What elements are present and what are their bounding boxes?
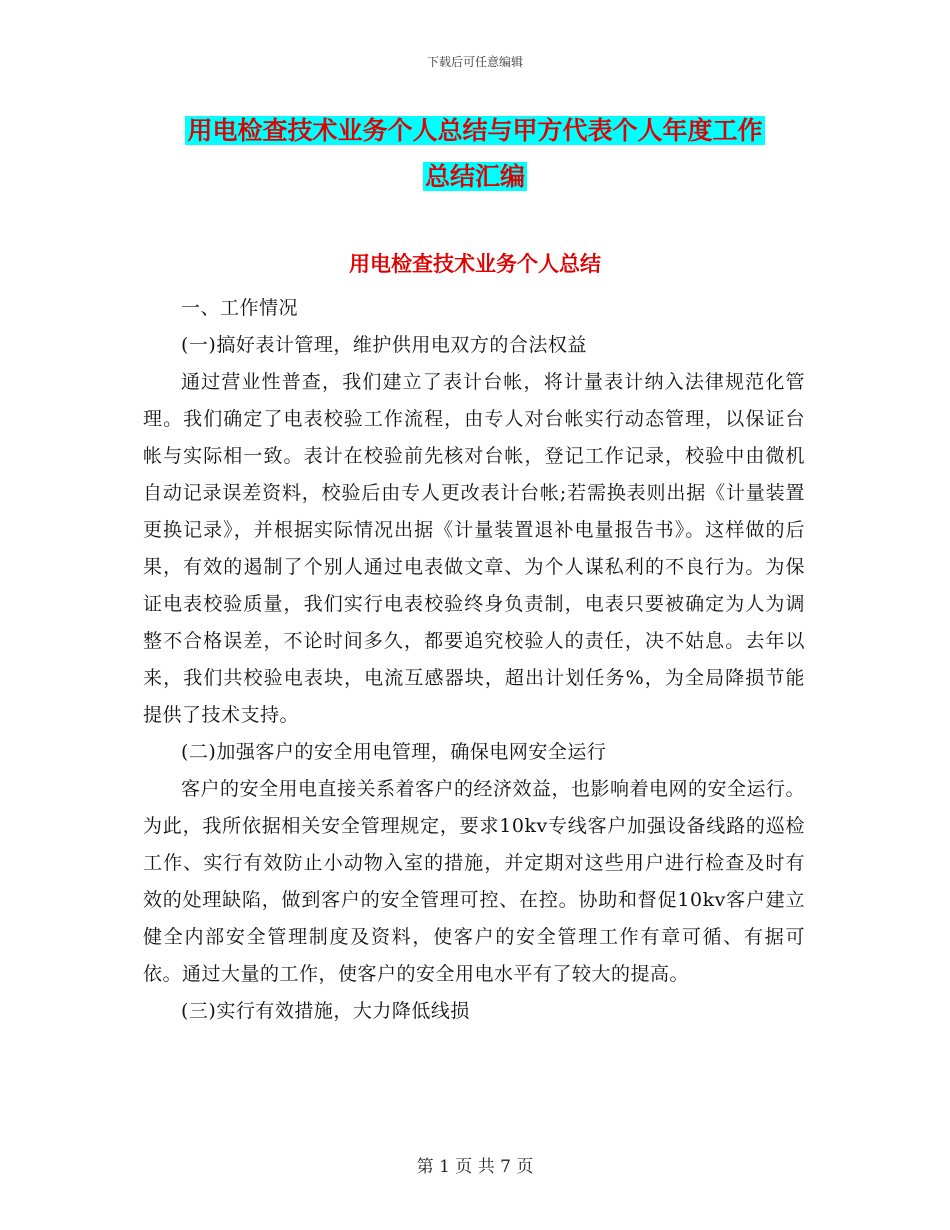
page-number: 第 1 页 共 7 页 <box>416 1157 534 1177</box>
subsection-heading: (二)加强客户的安全用电管理，确保电网安全运行 <box>181 741 607 763</box>
document-title-line-2: 总结汇编 <box>424 162 525 191</box>
document-title-line-1: 用电检查技术业务个人总结与甲方代表个人年度工作 <box>187 116 763 145</box>
body-paragraph: 通过营业性普查，我们建立了表计台帐，将计量表计纳入法律规范化管理。我们确定了电表校验工作流程，由专人对台帐实行动态管理，以保证台帐与实际相一致。表计在校验前先核对台帐，登记工作记录，校验中由微机自动记录误差资料，校验后由专人更改表计台帐;若需换表则出据《计量装置更换记录》，并根据实际情况出据《计量装置退补电量报告书》。这样做的后果，有效的遏制了个别人通过电表做文章、为个人谋私利的不良行为。为保证电表校验质量，我们实行电表校验终身负责制，电表只要被确定为人为调整不合格误差，不论时间多久，都要追究校验人的责任，决不姑息。去年以来，我们共校验电表块，电流互感器块，超出计划任务%，为全局降损节能提供了技术支持。 <box>143 371 805 726</box>
section-title: 用电检查技术业务个人总结 <box>349 251 601 276</box>
subsection-heading: (三)实行有效措施，大力降低线损 <box>181 1000 470 1022</box>
body-paragraph: 客户的安全用电直接关系着客户的经济效益，也影响着电网的安全运行。为此，我所依据相关安全管理规定，要求10kv专线客户加强设备线路的巡检工作、实行有效防止小动物入室的措施，并定期对这些用户进行检查及时有效的处理缺陷，做到客户的安全管理可控、在控。协助和督促10kv客户建立健全内部安全管理制度及资料，使客户的安全管理工作有章可循、有据可依。通过大量的工作，使客户的安全用电水平有了较大的提高。 <box>143 778 806 985</box>
section-heading: 一、工作情况 <box>181 297 299 319</box>
header-note: 下载后可任意编辑 <box>426 55 523 69</box>
document-body <box>143 290 805 1030</box>
document-title <box>150 108 800 200</box>
subsection-heading: (一)搞好表计管理，维护供用电双方的合法权益 <box>181 334 587 356</box>
